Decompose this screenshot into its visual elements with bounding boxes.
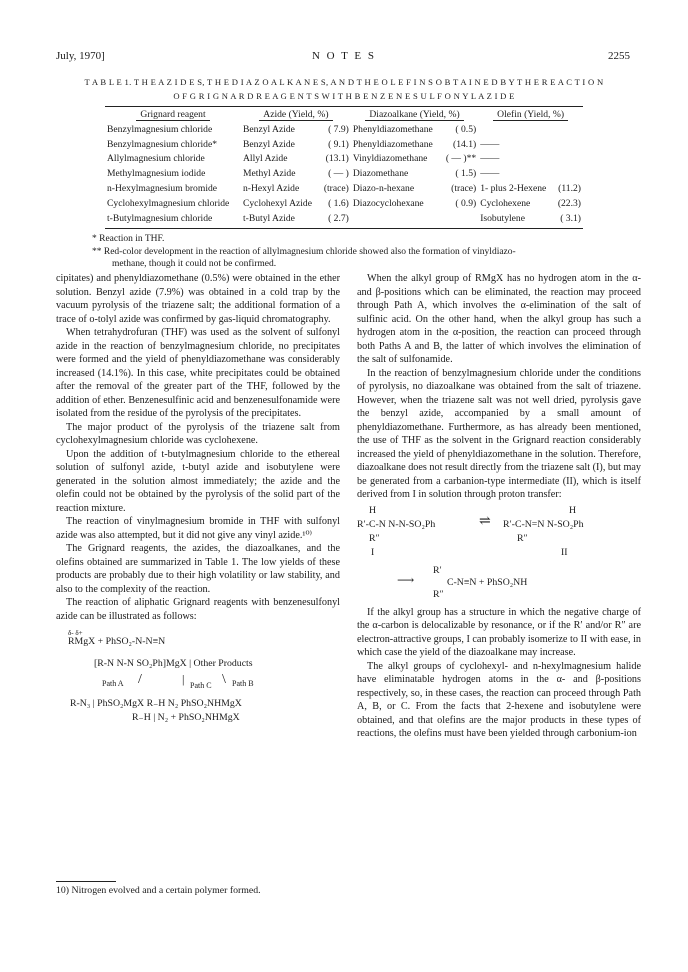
table-cell: Allylmagnesium chloride — [107, 153, 205, 165]
table-row — [105, 196, 583, 211]
table-header-row — [105, 108, 583, 122]
column-header: Grignard reagent — [136, 109, 209, 121]
table-cell — [351, 211, 441, 226]
table-cell: Allyl Azide — [242, 153, 288, 165]
paragraph: The Grignard reagents, the azides, the diazoalkanes, and the olefins obtained are summarized in Table 1. The low yields of these products are probably due to their high volatility or law stability, and also to the complexity of the reaction. — [56, 543, 340, 595]
section-title: N O T E S — [311, 50, 377, 62]
table-cell: (13.1) — [325, 153, 349, 165]
substituent-label: R′ — [433, 564, 442, 576]
table-cell: n-Hexylmagnesium bromide — [107, 183, 218, 195]
reaction-arrow: ⟶ — [397, 572, 415, 587]
hydrogen-label: H — [369, 504, 377, 516]
paragraph: The major product of the pyrolysis of the triazene salt from cyclohexylmagnesium chloride was cyclohexene. — [56, 421, 340, 446]
table-cell: ( 1.6) — [328, 197, 349, 209]
table-row — [105, 152, 583, 167]
reaction-scheme-2 — [357, 502, 641, 606]
path-a-label: Path A — [102, 679, 124, 688]
table-footnote: * Reaction in THF. — [92, 234, 165, 244]
paragraph: When tetrahydrofuran (THF) was used as the solvent of sulfonyl azide in the reaction of benzylmagnesium chloride, no precipitates were formed and the yield of phenyldiazomethane was considerably increased (14.1%). In this case, white precipitates could be obtained after the removal of the greater part of the THF, followed by the addition of ether. Benzenesulfinic acid and benzenesulfonamide were isolated from the residue of the pyrolysis of the precipitates. — [56, 327, 340, 419]
scheme-intermediate: [R-N N-N SO₂Ph]MgX | Other Products — [94, 658, 253, 669]
table-cell: ( — ) — [328, 168, 349, 180]
column-header: Diazoalkane (Yield, %) — [365, 109, 463, 121]
paragraph: If the alkyl group has a structure in which the negative charge of the α-carbon is delocalizable by resonance, or if the R′ and/or R″ are electron-attractive groups, I can probably isomerize to II with ease, in which case the yield of the diazoalkane may increase. — [357, 606, 642, 658]
paragraph: The alkyl groups of cyclohexyl- and n-hexylmagnesium halide have eliminatable hydrogen atoms in the α- and β-positions respectively, so, in these cases, the reaction can proceed through Path A, B, or C. From the facts that 2-hexene and isobutylene were obtained, and that olefins are the major products in these types of reactions, the olefins must have been yielded through carbonium-ion — [357, 660, 641, 739]
table-cell: Cyclohexene — [480, 197, 531, 209]
paragraph: cipitates) and phenyldiazomethane (0.5%) were obtained in the ether solution. Benzyl azide (7.9%) was obtained in a cold trap by the vacuum pyrolysis of the triazene salt; the additional formation of a trace of o-tolyl azide was confirmed by gas-liquid chromatography. — [56, 273, 340, 325]
table-cell: —— — [480, 138, 500, 150]
footnote-10: 10) Nitrogen evolved and a certain polymer formed. — [56, 885, 261, 896]
substituent-label: R″ — [517, 532, 528, 544]
table-cell: ( 7.9) — [328, 123, 349, 135]
table-cell: Phenyldiazomethane — [352, 123, 433, 135]
table-cell: n-Hexyl Azide — [242, 183, 300, 195]
table-cell: (trace) — [323, 183, 349, 195]
table-cell: Benzylmagnesium chloride* — [107, 138, 218, 150]
table-caption-line: O F G R I G N A R D R E A G E N T S W I T H B E N Z E N E S U L F O N Y L A Z I D E — [173, 91, 515, 101]
table-cell: —— — [480, 168, 500, 180]
table-footnote: ** Red-color development in the reaction of allylmagnesium chloride showed also the formation of vinyldiazo- — [92, 247, 516, 257]
table-row — [105, 211, 583, 226]
column-header: Azide (Yield, %) — [259, 109, 332, 121]
table-cell: —— — [480, 153, 500, 165]
table-cell: Methylmagnesium iodide — [107, 168, 206, 180]
footnote-rule — [56, 881, 116, 882]
column-header: Olefin (Yield, %) — [493, 109, 568, 121]
substituent-label: R″ — [433, 588, 444, 600]
table-cell: ( 9.1) — [328, 138, 349, 150]
substituent-label: R″ — [369, 532, 380, 544]
table-cell — [441, 211, 478, 226]
table-cell: ( 0.9) — [455, 197, 477, 209]
hydrogen-label: H — [569, 504, 577, 516]
structure-ii: R′-C-N=N N-SO₂Ph — [503, 518, 584, 530]
table-cell — [554, 152, 583, 167]
table-top-rule — [105, 106, 583, 107]
table-cell: ( 1.5) — [455, 168, 477, 180]
table-cell: ( 2.7) — [328, 212, 349, 224]
right-column — [357, 272, 641, 741]
table-cell: Benzyl Azide — [242, 123, 295, 135]
reaction-scheme-1 — [56, 623, 340, 733]
table-cell: 1- plus 2-Hexene — [480, 183, 547, 195]
charge-labels: δ- δ+ — [68, 629, 83, 637]
page-footnote — [56, 881, 340, 896]
table-footnote: methane, though it could not be confirmed. — [112, 259, 277, 269]
table-bottom-rule — [105, 228, 583, 229]
scheme-products: R-N₃ | PhSO₂MgX R₋H N₂ PhSO₂NHMgX — [70, 698, 242, 709]
left-column — [56, 272, 340, 733]
paragraph: The reaction of vinylmagnesium bromide in THF with sulfonyl azide was also attempted, but it did not give any vinyl azide.¹⁰⁾ — [56, 516, 340, 541]
path-a-arrow: / — [138, 672, 142, 687]
paragraph: In the reaction of benzylmagnesium chloride under the conditions of pyrolysis, no diazoalkane was obtained from the salt of triazene. However, when the triazene salt was not well dried, pyrolysis gave the benzyl azide, accompanied by a small amount of phenyldiazomethane. Furthermore, as has already been mentioned, the use of THF as the solvent in the Grignard reaction considerably increased the yield of phenyldiazomethane in the solution. Therefore, diazoalkane does not result directly from the triazene salt (I), but may be generated from a carbanion-type intermediate (II), which is itself derived from I in solution through proton transfer: — [357, 367, 642, 500]
table-caption-line: T A B L E 1. T H E A Z I D E S, T H E D I A Z O A L K A N E S, A N D T H E O L E F I N S O B T A I N E D B Y T H E R E A C T I O N — [84, 77, 604, 87]
table-cell: ( 0.5) — [455, 123, 477, 135]
table-cell: (22.3) — [557, 197, 581, 209]
scheme-products: R₋H | N₂ + PhSO₂NHMgX — [132, 712, 240, 723]
paragraph: The reaction of aliphatic Grignard reagents with benzenesulfonyl azide can be illustrated as follows: — [56, 597, 340, 622]
table-cell: Diazocyclohexane — [352, 197, 424, 209]
table-caption — [60, 75, 628, 103]
table-row — [105, 181, 583, 196]
results-table — [105, 108, 583, 226]
table-cell: (trace) — [451, 183, 477, 195]
compound-label-i: I — [371, 546, 375, 558]
paragraph: Upon the addition of t-butylmagnesium chloride to the ethereal solution of sulfonyl azide, t-butyl azide and isobutylene were generated in the solution almost immediately; the azide and the olefin could not be obtained by the pyrolysis of the solid part of the reaction mixture. — [56, 448, 340, 514]
table-cell: t-Butylmagnesium chloride — [107, 212, 213, 224]
page-number: 2255 — [608, 50, 630, 62]
table-cell: Methyl Azide — [242, 168, 296, 180]
table-cell: t-Butyl Azide — [242, 212, 295, 224]
table-cell: Diazo-n-hexane — [352, 183, 415, 195]
table-cell: Cyclohexylmagnesium chloride — [107, 197, 230, 209]
paragraph: When the alkyl group of RMgX has no hydrogen atom in the α- and β-positions which can be eliminated, the reaction may proceed through Path A, which involves the α-elimination of the salt of sulfinic acid. On the other hand, when the alkyl group has such a hydrogen atom in the α-position, the reaction can proceed through both Paths A and B, the latter of which involves the elimination of the salt of sulfonamide. — [357, 273, 641, 365]
table-cell: Phenyldiazomethane — [352, 138, 433, 150]
table-cell: Diazomethane — [352, 168, 409, 180]
table-cell — [478, 122, 553, 137]
table-cell: Cyclohexyl Azide — [242, 197, 312, 209]
diazo-product: C-N≡N + PhSO₂NH — [447, 576, 528, 588]
table-cell — [554, 122, 583, 137]
path-b-arrow: \ — [222, 672, 226, 687]
table-cell — [554, 166, 583, 181]
table-row — [105, 166, 583, 181]
equilibrium-arrow: ⇌ — [479, 513, 491, 529]
table-cell: Vinyldiazomethane — [352, 153, 428, 165]
table-row — [105, 122, 583, 137]
table-body — [105, 122, 583, 226]
table-cell: Isobutylene — [480, 212, 525, 224]
table-cell — [554, 137, 583, 152]
table-row — [105, 137, 583, 152]
issue-date: July, 1970] — [56, 50, 105, 62]
table-cell: (11.2) — [558, 183, 581, 195]
scheme-reactant: RMgX + PhSO₂-N-N≡N — [68, 636, 166, 647]
table-cell: ( 3.1) — [560, 212, 581, 224]
path-b-label: Path B — [232, 679, 254, 688]
path-c-label: Path C — [190, 681, 212, 690]
table-cell: Benzyl Azide — [242, 138, 295, 150]
compound-label-ii: II — [561, 546, 568, 558]
path-c-arrow: | — [182, 672, 185, 686]
table-cell: (14.1) — [453, 138, 477, 150]
table-cell: ( — )** — [445, 153, 477, 165]
table-cell: Benzylmagnesium chloride — [107, 123, 213, 135]
structure-i: R′-C-N N-N-SO₂Ph — [357, 518, 436, 530]
